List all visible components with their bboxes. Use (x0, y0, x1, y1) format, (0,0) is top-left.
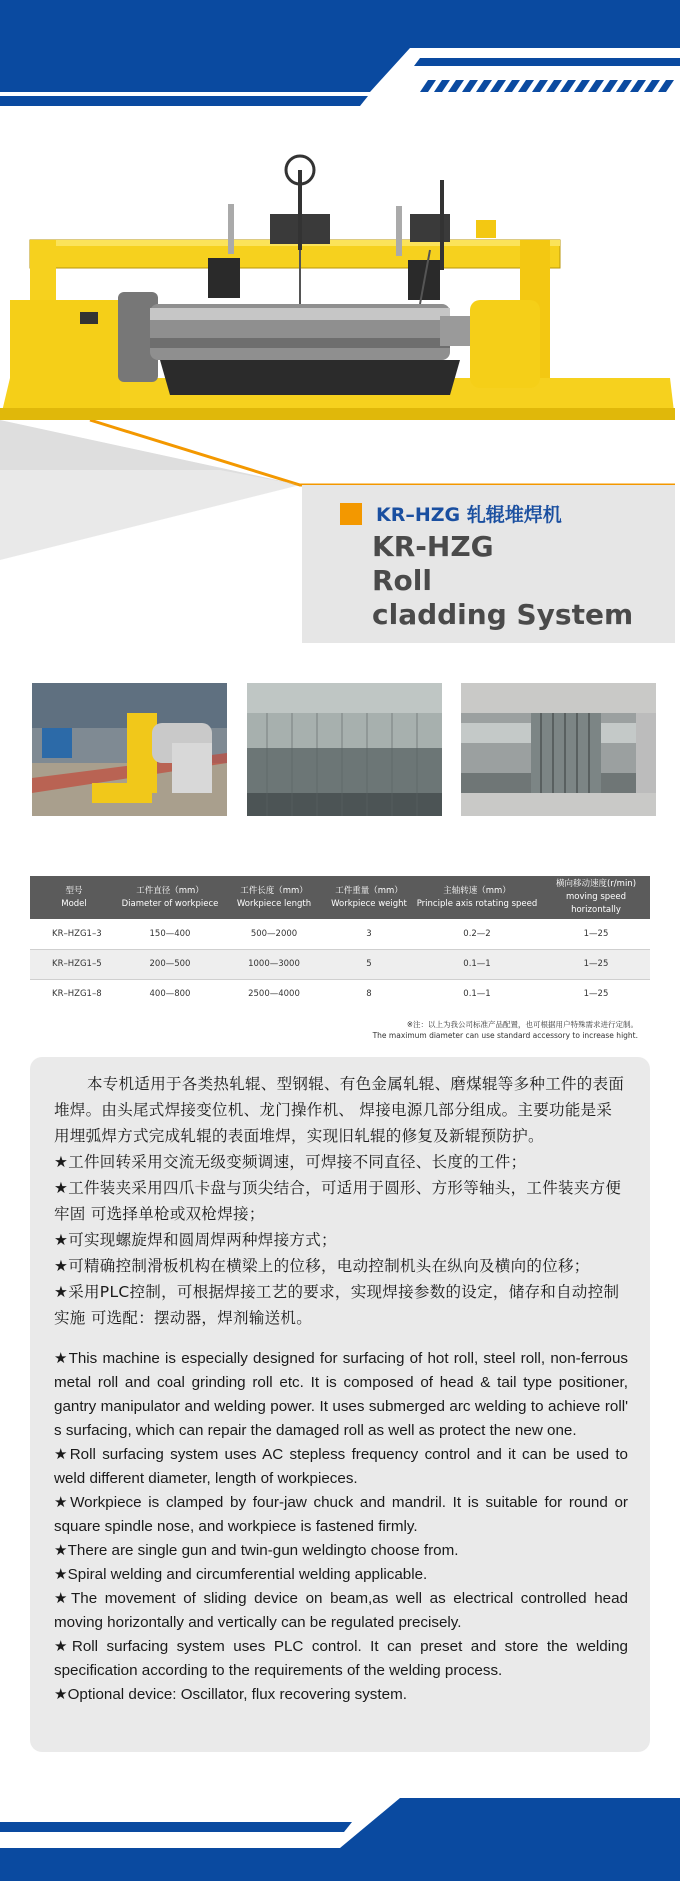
feature-en: ★The movement of sliding device on beam,as well as electrical controlled head moving horizontally and vertically can be regulated precisely. (54, 1590, 628, 1631)
feature-en: ★Workpiece is clamped by four-jaw chuck and mandril. It is suitable for round or square spindle nose, and workpiece is fastened firmly. (54, 1494, 628, 1535)
table-cell: 1000—3000 (222, 949, 326, 979)
column-header: 横向移动速度(r/min) moving speed horizontally (542, 876, 650, 919)
note-cn: ※注：以上为我公司标准产品配置，也可根据用户特殊需求进行定制。 (406, 1020, 638, 1029)
description-panel (30, 1057, 650, 1752)
feature-en: ★There are single gun and twin-gun weldingto choose from. (54, 1542, 459, 1559)
table-cell: 0.2—2 (463, 928, 491, 939)
clad-roll-closeup-photo (247, 683, 442, 816)
table-cell: 1—25 (583, 928, 609, 939)
table-header-row (30, 876, 650, 919)
spec-table (30, 876, 650, 1009)
table-cell: KR–HZG1–5 (30, 949, 118, 979)
feature-cn: ★可实现螺旋焊和圆周焊两种焊接方式； (54, 1231, 337, 1249)
product-title-en (372, 530, 633, 632)
table-cell: 150—400 (149, 928, 191, 939)
column-header: 工件重量（mm） Workpiece weight (326, 876, 412, 919)
feature-en: ★Roll surfacing system uses PLC control. It can preset and store the welding specification according to the requirements of the welding process. (54, 1638, 628, 1679)
feature-en: ★Roll surfacing system uses AC stepless frequency control and it can be used to weld different diameter, length of workpieces. (54, 1446, 628, 1487)
table-cell: 8 (366, 989, 372, 1000)
column-header: 主轴转速（mm） Principle axis rotating speed (412, 876, 542, 919)
table-cell: 5 (326, 949, 412, 979)
feature-en: ★Optional device: Oscillator, flux recovering system. (54, 1686, 407, 1703)
feature-cn: ★工件装夹采用四爪卡盘与顶尖结合，可适用于圆形、方形等轴头，工件装夹方便牢固 可选择单枪或双枪焊接； (54, 1179, 622, 1223)
note-en: The maximum diameter can use standard accessory to increase hight. (372, 1031, 638, 1040)
column-header: 工件长度（mm） Workpiece length (222, 876, 326, 919)
column-header: 型号 Model (30, 876, 118, 919)
table-row (30, 949, 650, 979)
bottom-banner (0, 1798, 680, 1881)
table-cell: 200—500 (118, 949, 222, 979)
orange-square-icon (340, 503, 362, 525)
bottom-stripe-graphic (0, 1798, 680, 1881)
title-en-line: cladding System (372, 598, 634, 631)
finished-roll-photo (461, 683, 656, 816)
table-row (30, 919, 650, 949)
product-title-cn: KR–HZG 轧辊堆焊机 (376, 504, 562, 526)
table-cell: KR–HZG1–3 (52, 928, 102, 939)
feature-cn: ★采用PLC控制，可根据焊接工艺的要求，实现焊接参数的设定，储存和自动控制实施 可选配：摆动器，焊剂输送机。 (54, 1283, 620, 1327)
workshop-machine-photo (32, 683, 227, 816)
description-cn-intro: 本专机适用于各类热轧辊、型钢辊、有色金属轧辊、磨煤辊等多种工件的表面堆焊。由头尾式焊接变位机、龙门操作机、 焊接电源几部分组成。主要功能是采用埋弧焊方式完成轧辊的表面堆焊，实现旧轧辊的修复及新辊预防护。 (54, 1075, 625, 1145)
feature-cn: ★工件回转采用交流无级变频调速，可焊接不同直径、长度的工件； (54, 1153, 527, 1171)
table-cell: KR–HZG1–8 (52, 989, 102, 1000)
table-cell: 2500—4000 (248, 989, 300, 1000)
feature-en: ★Spiral welding and circumferential welding applicable. (54, 1566, 428, 1583)
table-row (30, 979, 650, 1009)
feature-en: ★This machine is especially designed for surfacing of hot roll, steel roll, non-ferrous metal roll and coal grinding roll etc. It is composed of head & tail type positioner, gantry manipulator and welding power. It uses submerged arc welding to achieve roll' s surfacing, which can repair the damaged roll as well as protect the new one. (54, 1350, 628, 1439)
table-note (373, 1019, 638, 1041)
table-cell: 500—2000 (250, 928, 298, 939)
column-header: 工件直径（mm） Diameter of workpiece (118, 876, 222, 919)
photo-strip (32, 683, 656, 816)
title-en-line: KR-HZG (372, 530, 494, 563)
title-en-line: Roll (372, 564, 432, 597)
feature-cn: ★可精确控制滑板机构在横梁上的位移，电动控制机头在纵向及横向的位移； (54, 1257, 590, 1275)
title-line (340, 500, 562, 527)
table-cell: 0.1—1 (463, 989, 491, 1000)
table-cell: 1—25 (583, 989, 609, 1000)
table-cell: 3 (366, 928, 372, 939)
table-cell: 0.1—1 (412, 949, 542, 979)
description-en (54, 1347, 628, 1707)
table-cell: 1—25 (542, 949, 650, 979)
table-cell: 400—800 (149, 989, 191, 1000)
